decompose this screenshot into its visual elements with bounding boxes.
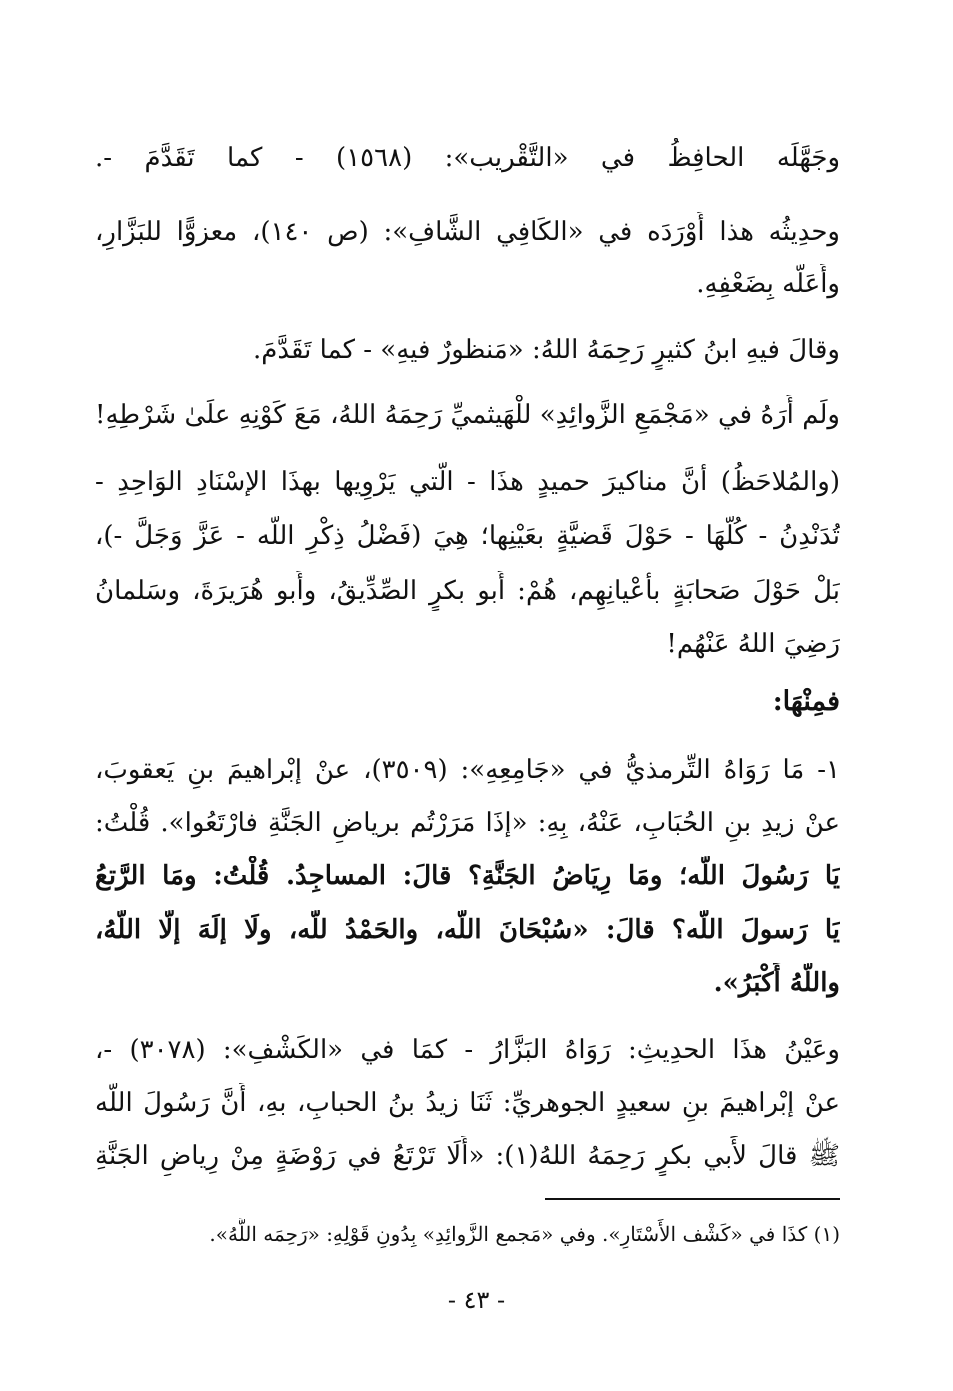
text-line-15: واللَّهُ أَكْبَرُ».: [713, 968, 840, 998]
text-line-8: بَلْ حَوْلَ صَحابَةٍ بأَعْيانِهِم، هُمْ: أَبو بكرٍ الصِّدِّيقُ، وأَبو هُرَيرَةَ، وسَلمانُ: [95, 576, 840, 606]
footnote: (١) كذَا في «كَشْف الأَسْتَارِ». وفي «مَجمع الزَّوائِدِ» بِدُونِ قَوْلِهِ: «رَحِمَه اللَّهُ».: [209, 1222, 840, 1246]
text-line-18: ﷺ قالَ لأَبي بكرٍ رَحِمَهُ اللهُ(١): «أَلَا تَرْتَعُ في رَوْضَةٍ مِنْ رِياضِ الجَنَّةِ: [95, 1141, 840, 1171]
text-line-17: عنْ إبْراهيمَ بنِ سعيدٍ الجوهريِّ: ثَنَا زيدُ بنُ الحبابِ، بهِ، أَنَّ رَسُولَ اللَّه: [95, 1088, 840, 1118]
footnote-divider: [545, 1198, 840, 1200]
text-line-4: وقالَ فيهِ ابنُ كثيرٍ رَحِمَهُ اللهُ: «مَنظورٌ فيهِ» - كما تَقَدَّمَ.: [252, 335, 840, 365]
text-line-5: ولَم أَرَهُ في «مَجْمَعِ الزَّوائِدِ» للْهَيثميِّ رَحِمَهُ اللهُ، مَعَ كَوْنِهِ علَىٰ شَرْطِهِ!: [95, 400, 840, 430]
text-line-13: يَا رَسُولَ اللَّه؛ ومَا رِيَاضُ الجَنَّةِ؟ قالَ: المساجِدُ. قُلْتُ: ومَا الرَّتعُ: [95, 861, 840, 891]
text-line-9: رَضِيَ اللهُ عَنْهُم!: [666, 629, 840, 659]
text-line-1: وجَهَّلَه الحافِظُ في «التَّقْريب»: (١٥٦٨) - كما تَقَدَّمَ -.: [95, 143, 840, 173]
text-line-7: تُدَنْدِنُ - كُلُّهَا - حَوْلَ قَضيَّةٍ بعَيْنِها؛ هِيَ (فَضْلُ ذِكْرِ اللَّه - عَزَّ وَجَلَّ -)،: [95, 521, 840, 551]
text-line-14: يَا رَسولَ اللَّه؟ قالَ: «سُبْحَانَ اللَّه، والحَمْدُ للَّه، ولَا إلَهَ إلَّا اللَّهُ،: [95, 915, 840, 945]
text-line-11: ١- مَا رَوَاهُ التِّرمذيُّ في «جَامِعِهِ»: (٣٥٠٩)، عنْ إبْراهيمَ بنِ يَعقوبَ،: [95, 755, 840, 785]
section-heading: فمِنْهَا:: [772, 686, 840, 717]
text-line-2: وحدِيثُه هذا أَوْرَدَه في «الكَافِي الشَّافِ»: (ص ١٤٠)، معزوًّا للبَزَّارِ،: [95, 217, 840, 247]
text-line-16: وعَيْنُ هذَا الحدِيثِ: رَوَاهُ البَزَّارُ - كمَا في «الكَشْفِ»: (٣٠٧٨) -،: [95, 1035, 840, 1065]
page-number: - ٤٣ -: [447, 1286, 506, 1314]
text-line-3: وأَعَلَّه بِضَعْفِهِ.: [696, 269, 840, 299]
text-line-6: (والمُلاحَظُ) أنَّ مناكيرَ حميدٍ هذَا - الَّتي يَرْوِيها بهذَا الإسْنَادِ الوَاحِدِ -: [95, 467, 840, 497]
text-line-12: عنْ زيدِ بنِ الحُبَابِ، عَنْهُ، بِهِ: «إذَا مَرَرْتُم برياضِ الجَنَّةِ فارْتَعُوا». قُلْتُ:: [95, 808, 840, 838]
